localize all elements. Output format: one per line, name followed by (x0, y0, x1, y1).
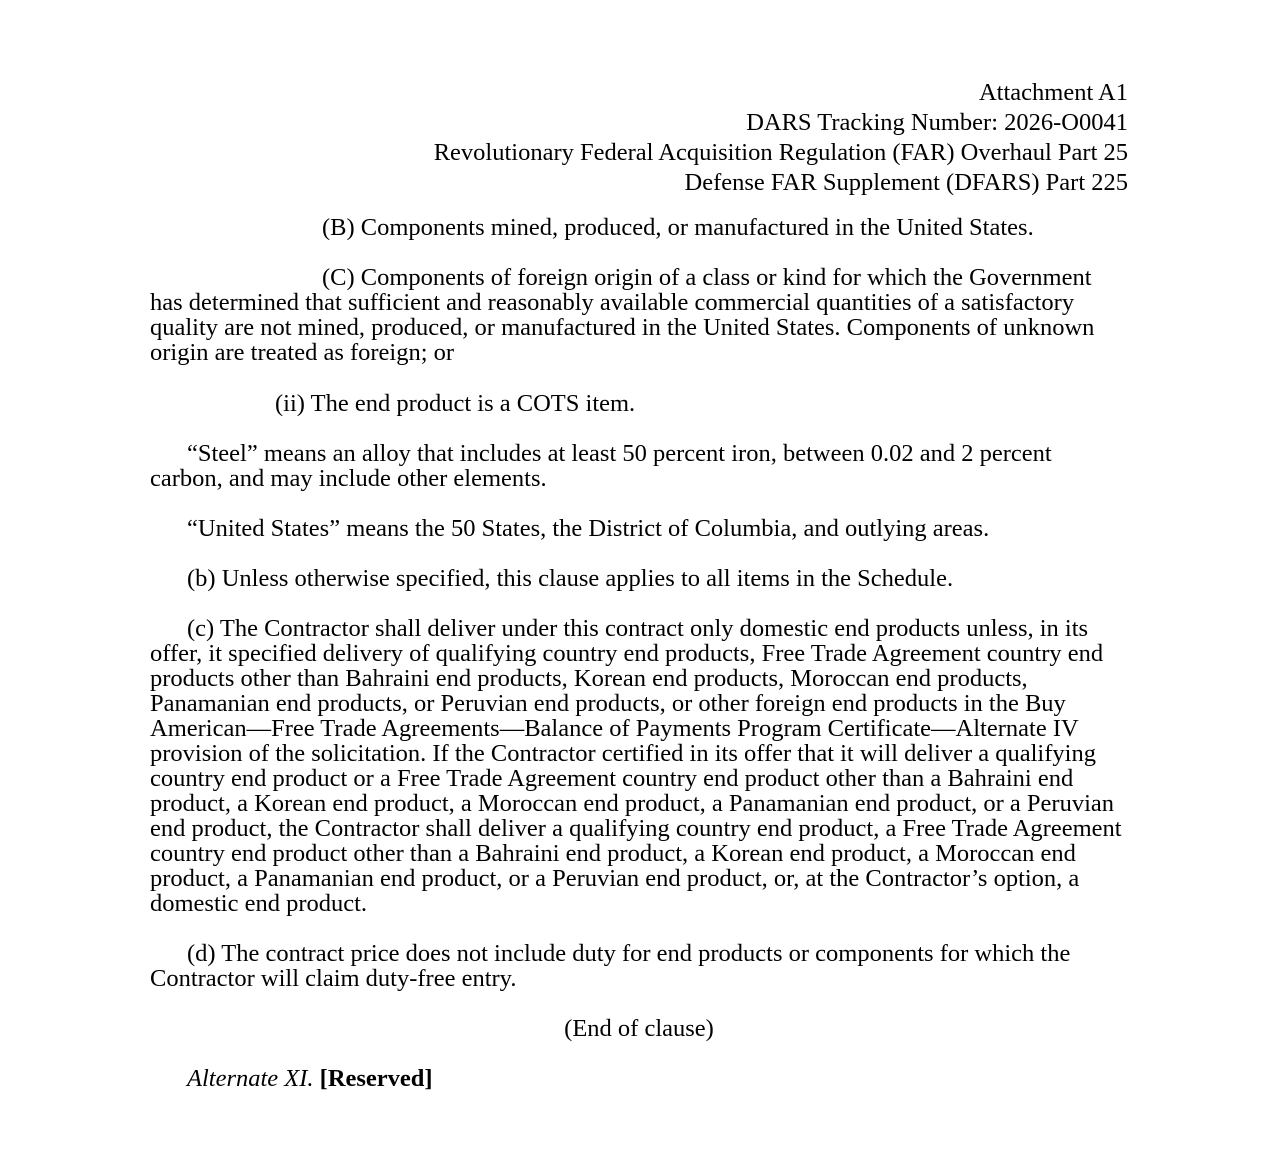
alternate-label: Alternate XI. (187, 1065, 314, 1092)
end-of-clause: (End of clause) (564, 1015, 714, 1042)
alternate-xi (150, 1066, 1128, 1091)
paragraph-ii-cots: (ii) The end product is a COTS item. (275, 390, 636, 417)
paragraph-c-delivery: (c) The Contractor shall deliver under this contract only domestic end products unless, in its offer, it specified delivery of qualifying country end products, Free Trade Agreement country end products other than Bahraini end products, Korean end products, Moroccan end products, Panamanian end products, or Peruvian end products, or other foreign end products in the Buy American—Free Trade Agreements—Balance of Payments Program Certificate—Alternate IV provision of the solicitation. If the Contractor certified in its offer that it will deliver a qualifying country end product or a Free Trade Agreement country end product other than a Bahraini end product, a Korean end product, a Moroccan end product, a Panamanian end product, or a Peruvian end product, the Contractor shall deliver a qualifying country end product, a Free Trade Agreement country end product other than a Bahraini end product, a Korean end product, a Moroccan end product, a Panamanian end product, or a Peruvian end product, or, at the Contractor’s option, a domestic end product. (150, 615, 1122, 917)
definition-united-states: “United States” means the 50 States, the District of Columbia, and outlying areas. (187, 515, 990, 542)
paragraph-d-duty: (d) The contract price does not include duty for end products or components for which the Contractor will claim duty-free entry. (150, 940, 1071, 992)
document-header (150, 78, 1128, 198)
paragraph-b-components-us: (B) Components mined, produced, or manufactured in the United States. (322, 214, 1034, 241)
far-part-title: Revolutionary Federal Acquisition Regulation (FAR) Overhaul Part 25 (433, 139, 1128, 166)
paragraph-c-foreign-components: (C) Components of foreign origin of a class or kind for which the Government has determined that sufficient and reasonably available commercial quantities of a satisfactory quality are not mined, produced, or manufactured in the United States. Components of unknown origin are treated as foreign; or (150, 264, 1095, 366)
attachment-label: Attachment A1 (978, 79, 1128, 106)
definition-steel: “Steel” means an alloy that includes at least 50 percent iron, between 0.02 and 2 percent carbon, and may include other elements. (150, 440, 1052, 492)
dfars-part-title: Defense FAR Supplement (DFARS) Part 225 (684, 169, 1128, 196)
tracking-number: DARS Tracking Number: 2026-O0041 (746, 109, 1128, 136)
paragraph-b-applicability: (b) Unless otherwise specified, this clause applies to all items in the Schedule. (187, 565, 954, 592)
document-page (150, 78, 1128, 1091)
reserved-tag: [Reserved] (319, 1065, 433, 1092)
